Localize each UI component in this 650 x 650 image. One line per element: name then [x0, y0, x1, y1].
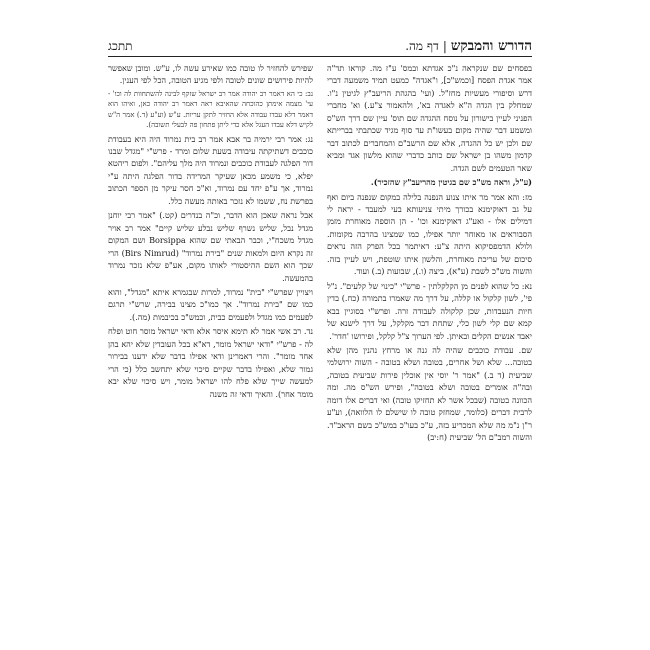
paragraph: ויצויין שפרש"י "בית" נמרוד, למרות שבגמרא איתא "מגדל", והוא כמו שם "בירת נמרוד". אך כמו"כ מצינו בבירה, שרש"י תרגם לפעמים כמו מגדל ולפעמים כבית, וכמש"כ בכיבמות (מה.). [108, 286, 313, 322]
paragraph: שם. עבודת כוכבים שהיה לה גנה או מרחץ נהנין מהן שלא בטובה... שלא ושל אחרים, בטובה ושלא בטובה - השוה ירושלמי שביעית (ד ב.) "אמר ר' יוסי אין אוכלין פירות שביעית בטובה, ובה"ה אומרים בטובה ושלא בטובה", ופירש הש"ס מה. ומה הכוונה בטובה (שבכל אשר לא תחזיקו טובה) ואי דברים אלו דומה לרבית דברים (כלומר, שמחזק טובה לו שישלם לו הלוואה), וע"ע ר"ן נ"מ מה שלא המכריע בזה, ע"כ בעו"כ במש"כ בשם הראב"ד. והשוה רמב"ם הל' שביעית (ח:יב) [327, 344, 532, 443]
paragraph: (ע"ל, וראה מש"כ שם בגיטין מהריעב"ץ שהזכיר). [370, 177, 532, 188]
paragraph: נד. רב אשי אמר לא תימא איסר אלא ודאי ישראל מוסר חוט ופלח לה - פרש"י "ודאי ישראל מומר, דא"א בכל העובדין שלא יהא בהן אחד מומר". והרי דאמרינן ודאי אפילו בדבר שלא ידענו בבירור גמור שלא, ואפילו בדבר שקיים סיכוי שלא יתחשב כלל (כי הרי למעשה שייך שלא פלח להו ישראל מומר, ויש סיכוי שלא יבא מומר אחר). והאיך ודאי זה משנה [108, 326, 313, 399]
paragraph: נא: כל שהוא לפנים מן הקלקלתין - פרש"י "כינוי של קלעים". נ"ל פי', לשון קלקול או קללה, על דרך מה שאמרו בתמורה (כח.) בדין חיות הנעבדות, שכן קלקולה לעבודה זרה. ופרש"י בסוגיין בבא קמא שם קלי לשון כלי, שתחת דבר מקלקל, על דרך לישנא של יאבד אנשים הקלים ובאיתן. לפי הערוך צ"ל קלקל, ופירושו 'חדר'. [327, 280, 532, 341]
header-rule [108, 56, 532, 57]
paragraph: מז: והא אמר מר איתו צנוע הנפנה בלילה במקום שנפנה ביום ואף על גב דאוקימנא בכורך מיתי צניעותא בעי למעבד - יראה לי דמילים אלו - ואע"ג דאוקימנא וכו' - הן הוספה מאוחרת מזמן הסבוראים או מאוחר יותר אפילו, כמו שמצינו בהרבה מקומות. ולולא הדמפסיקוא היתה צ"ע: דאיתמר בכל הפרק הזה נראים סיכום של עריכת מאוחרת, והלשון איתו שוטפת, ויש לעיין בזה. והשוה מש"כ לשבת (ע"א), ביצה (ו.), שבועות (ב.) ועוד. [327, 191, 532, 277]
paragraph: שפירש להחזיר לו טובה כמו שאירע עשה לו, ע"ש. ומובן שאפשר להיות פירושים שונים לטובה ולפי מגיע הטובה, הכל לפי הענין. [108, 63, 313, 86]
paragraph: אבל נראה שאכן הוא הדבר, וכ"ה בנדרים (קט.) "אמר רבי יוחנן מגדל נבל, שליש נשרף שליש נבלע שליש קיים" אמר רב אויר מגדל משכח"י, וכבר הבאתי שם שהוא Borsippa ושם המקום זה נקרא היום ולמאות שנים "בירת נמרוד" (Birs Nimrud) הרי שכך הוא השם ההיסטורי לאותו מקום, אע"פ שלא נזכר נמרוד בהמעשה. [108, 210, 313, 283]
page-number: תתכג [108, 39, 133, 53]
book-title: הדורש והמבקש [450, 38, 532, 54]
header-title-group [405, 38, 532, 54]
left-column [108, 62, 313, 628]
text-columns [108, 62, 532, 628]
daf-reference: דף מה. [405, 39, 439, 53]
right-column [327, 62, 532, 628]
paragraph: נב: כי הא דאמר רב יהודה אמר רב ישראל שזקף לבינה להשתחוות לה וכו' - עי' מצמה אימתן כהוכחה שהאיבא ראה דאמר רב יהודה כאן, ואיהו הוא דאמר דלא עבדו עבודה אלא החזיר לתקן עריות. ע"ש (וע"ע (ד.) אמר ה"ש לקיש דלא עבדו העגל אלא כדי ליתן פתחון פה לבעלי תשובה). [108, 89, 313, 130]
paragraph: בפסחים שם שנקראה נ"כ אגדתא ובמס' ע"ז מה. קוראו תד"ה אמר אגדת הפסח [וכמש"כ], ו"אגדה" כמעט תמיד משמעה דברי דרש וסיפורי מעשיות מחז"ל. (ועי' בהגהת הריעב"ץ לגיטין נ"ו. שמחלק בין הגדה ה"א לאגדה בא', ולהאמור צ"ע.) וא' מחברי הפניני לעיין בישורון על נוסח ההגדה שם תוס' עיין שם דרך הש"ס ומשמע דבר שהיה מקום בעשו"ת עד סוף מגיד שכתבתי בברייתא שם ולכן יש כל ההגדה, אלא שם הרשב"ם והמחברים לכתוב דבר קדמון משהו בן ישראל שם כותב כדברי שהוא מלשון אגד ומביא שאר הטעמים לשם הגדה. [327, 63, 532, 173]
header-separator: | [442, 39, 447, 53]
running-header [108, 32, 532, 54]
paragraph: נג: אמר רבי ירמיה בר אבא אמר רב בית נמרוד היה היא בעבודת כוכבים דשתיקתה עיבודה בשעת שלום ומרד - פרש"י "מגדל שבנו דור הפלגה לעבודת כוכבים ונמרוד היה מלך עליהם". ולפום ריהטא יפלא, כי משמע מכאן שעיקר המרידה בדור הפלגה היתה ע"י נמרוד, אך ע"פ יחד עם נמרוד, וא"כ חסר עיקר מן הספר הכתוב בפרשת נח, ששמו לא נזכר באותה מעשה כלל. [108, 133, 313, 206]
